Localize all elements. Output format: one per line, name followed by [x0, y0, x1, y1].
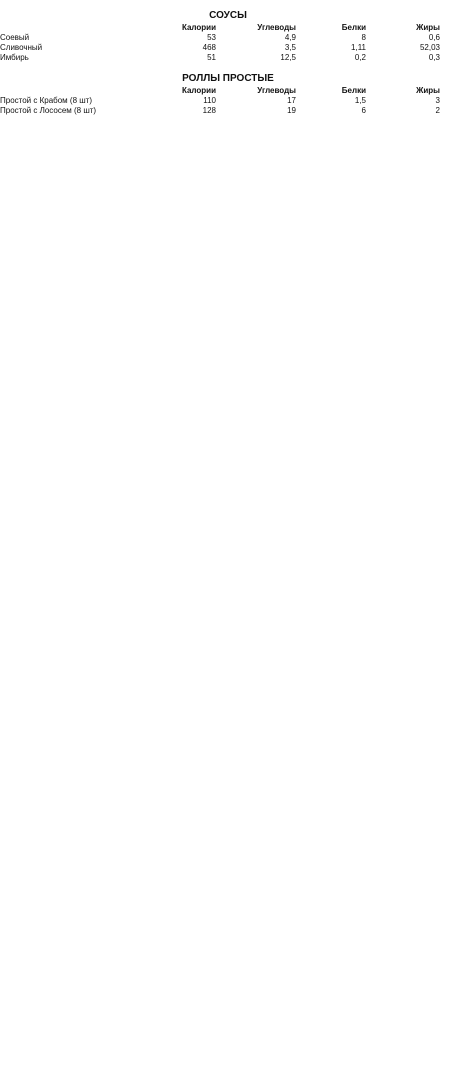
column-header — [0, 23, 150, 33]
table-cell: Простой с Крабом (8 шт) — [0, 96, 92, 105]
table-cell: 6 — [361, 106, 366, 115]
table-cell: 12,5 — [280, 53, 296, 62]
table-cell: 17 — [287, 96, 296, 105]
table-cell: Сливочный — [0, 43, 43, 52]
table-cell: 0,3 — [428, 53, 440, 62]
table-cell: 0,2 — [354, 53, 366, 62]
table-row — [0, 106, 456, 116]
table-row — [0, 33, 456, 43]
column-header: Углеводы — [257, 23, 296, 32]
table-header — [0, 23, 456, 33]
table-cell: 8 — [361, 33, 366, 42]
table-row — [0, 96, 456, 106]
table-cell: 128 — [202, 106, 216, 115]
column-header: Калории — [181, 86, 216, 95]
table-cell: 3 — [435, 96, 440, 105]
table-cell: 51 — [207, 53, 216, 62]
section-title: СОУСЫ — [209, 10, 247, 21]
table-cell: 468 — [202, 43, 216, 52]
document — [0, 0, 456, 116]
table-cell: 52,03 — [419, 43, 440, 52]
column-header: Калории — [181, 23, 216, 32]
table-cell: Имбирь — [0, 53, 29, 62]
column-header — [0, 86, 150, 96]
column-header: Углеводы — [257, 86, 296, 95]
table-cell: 19 — [287, 106, 296, 115]
table-cell: Простой с Лососем (8 шт) — [0, 106, 97, 115]
table-cell: 1,5 — [354, 96, 366, 105]
table-row — [0, 43, 456, 53]
column-header: Белки — [341, 23, 366, 32]
table-cell: 2 — [435, 106, 440, 115]
column-header: Жиры — [416, 23, 440, 32]
column-header: Жиры — [416, 86, 440, 95]
table-cell: 0,6 — [428, 33, 440, 42]
table-cell: 53 — [207, 33, 216, 42]
column-header: Белки — [341, 86, 366, 95]
section — [0, 63, 456, 116]
table-cell: 110 — [203, 96, 216, 105]
table-header — [0, 86, 456, 96]
section — [0, 0, 456, 63]
table-cell: 4,9 — [284, 33, 296, 42]
table-cell: 1,11 — [351, 43, 366, 52]
section-title: РОЛЛЫ ПРОСТЫЕ — [182, 73, 274, 84]
table-cell: 3,5 — [284, 43, 296, 52]
table-cell: Соевый — [0, 33, 30, 42]
table-row — [0, 53, 456, 63]
